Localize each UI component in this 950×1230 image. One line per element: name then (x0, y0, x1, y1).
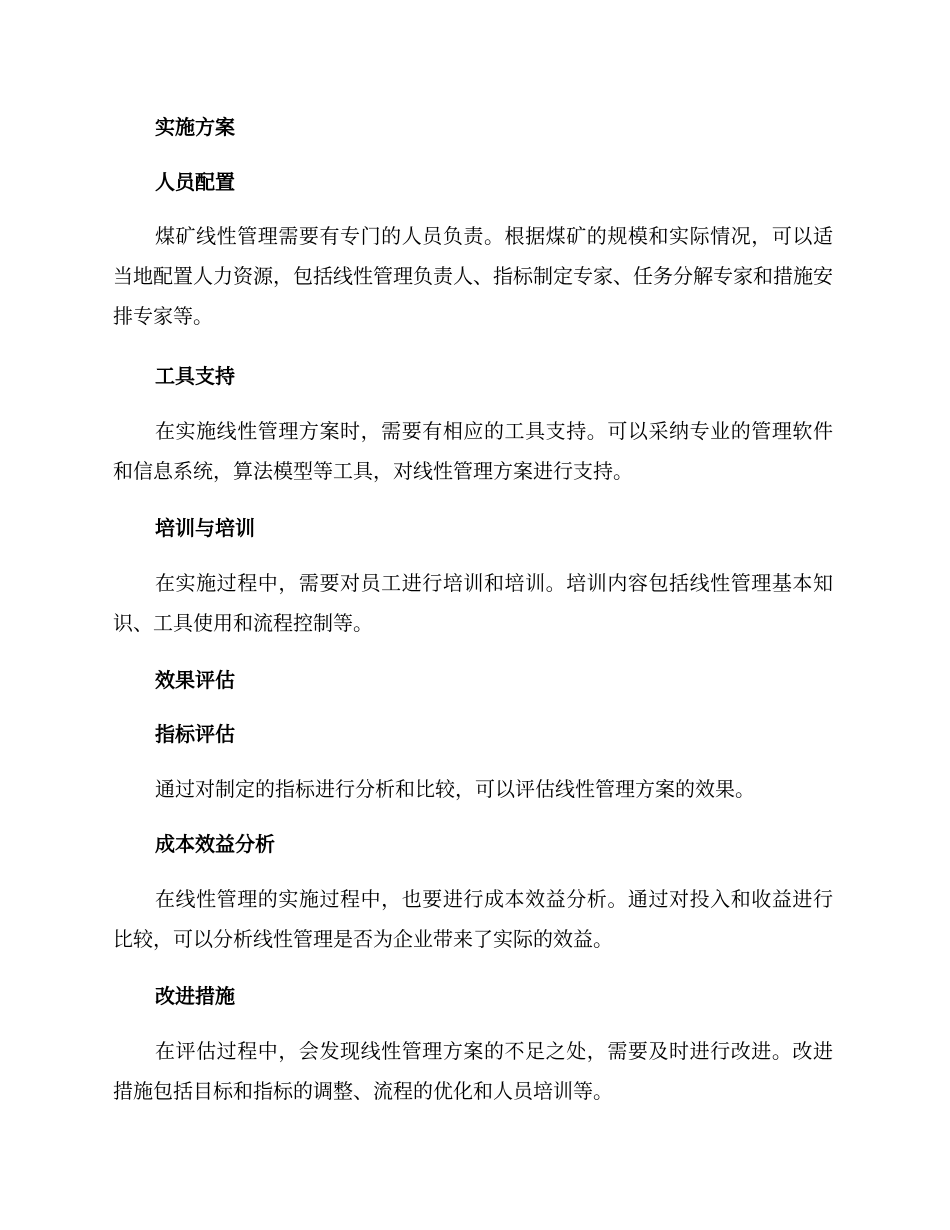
paragraph-improvement: 在评估过程中，会发现线性管理方案的不足之处，需要及时进行改进。改进措施包括目标和指标的调整、流程的优化和人员培训等。 (113, 1039, 833, 1103)
subheading-improvement: 改进措施 (155, 984, 235, 1008)
subheading-tool-support: 工具支持 (155, 364, 235, 388)
paragraph-training: 在实施过程中，需要对员工进行培训和培训。培训内容包括线性管理基本知识、工具使用和流程控制等。 (113, 571, 833, 635)
section-heading-evaluation: 效果评估 (155, 668, 235, 692)
subheading-training: 培训与培训 (155, 516, 255, 540)
paragraph-cost-benefit: 在线性管理的实施过程中，也要进行成本效益分析。通过对投入和收益进行比较，可以分析线性管理是否为企业带来了实际的效益。 (113, 887, 833, 951)
paragraph-staffing: 煤矿线性管理需要有专门的人员负责。根据煤矿的规模和实际情况，可以适当地配置人力资源，包括线性管理负责人、指标制定专家、任务分解专家和措施安排专家等。 (113, 224, 833, 328)
subheading-indicator-evaluation: 指标评估 (155, 722, 235, 746)
subheading-staffing: 人员配置 (155, 170, 235, 194)
paragraph-indicator-evaluation: 通过对制定的指标进行分析和比较，可以评估线性管理方案的效果。 (155, 777, 755, 801)
paragraph-tool-support: 在实施线性管理方案时，需要有相应的工具支持。可以采纳专业的管理软件和信息系统，算法模型等工具，对线性管理方案进行支持。 (113, 419, 833, 483)
section-heading-implementation: 实施方案 (155, 115, 235, 139)
subheading-cost-benefit: 成本效益分析 (155, 832, 275, 856)
